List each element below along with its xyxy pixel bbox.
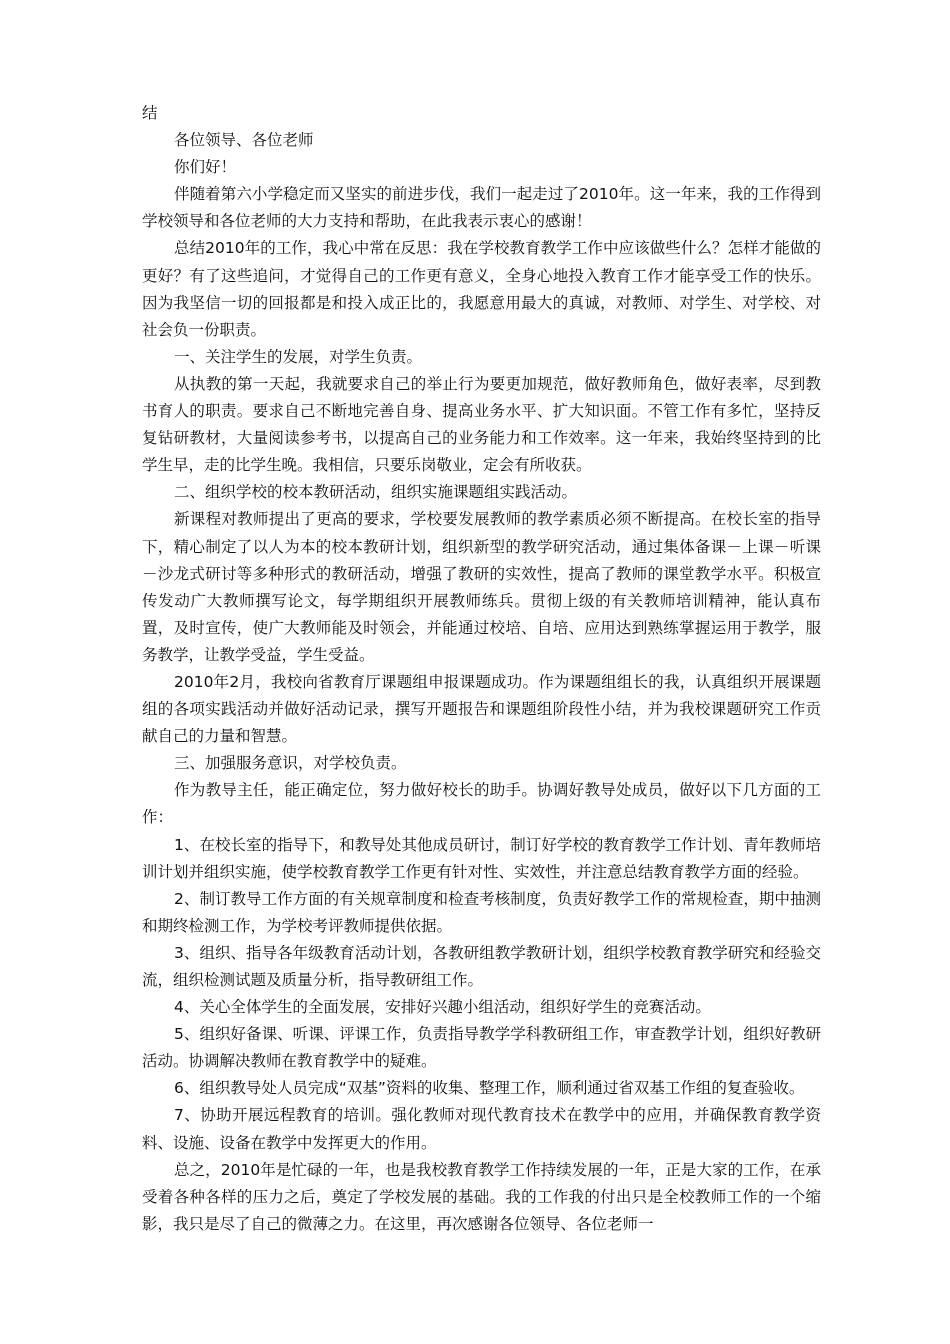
list-item: 1、在校长室的指导下，和教导处其他成员研讨，制订好学校的教育教学工作计划、青年教师培训计划并组织实施，使学校教育教学工作更有针对性、实效性，并注意总结教育教学方面的经验。 [142, 835, 821, 881]
list-item: 5、组织好备课、听课、评课工作，负责指导教学学科教研组工作，审查教学计划，组织好教研活动。协调解决教师在教育教学中的疑难。 [142, 1025, 821, 1071]
paragraph: 从执教的第一天起，我就要求自己的举止行为要更加规范，做好教师角色，做好表率，尽到教书育人的职责。要求自己不断地完善自身、提高业务水平、扩大知识面。不管工作有多忙，坚持反复钻研教材，大量阅读参考书，以提高自己的业务能力和工作效率。这一年来，我始终坚持到的比学生早，走的比学生晚。我相信，只要乐岗敬业，定会有所收获。 [142, 374, 821, 475]
list-item: 4、关心全体学生的全面发展，安排好兴趣小组活动，组织好学生的竞赛活动。 [174, 998, 711, 1017]
paragraph: 新课程对教师提出了更高的要求，学校要发展教师的教学素质必须不断提高。在校长室的指导下，精心制定了以人为本的校本教研计划，组织新型的教学研究活动，通过集体备课－上课－听课－沙龙式研讨等多种形式的教研活动，增强了教研的实效性，提高了教师的课堂教学水平。积极宣传发动广大教师撰写论文，每学期组织开展教师练兵。贯彻上级的有关教师培训精神，能认真布置，及时宣传，使广大教师能及时领会，并能通过校培、自培、应用达到熟练掌握运用于教学，服务教学，让教学受益，学生受益。 [142, 510, 821, 664]
paragraph: 作为教导主任，能正确定位，努力做好校长的助手。协调好教导处成员，做好以下几方面的工作： [142, 781, 821, 827]
heading-fragment: 结 [142, 104, 158, 122]
section-heading: 三、加强服务意识，对学校负责。 [174, 754, 407, 773]
section-heading: 一、关注学生的发展，对学生负责。 [174, 347, 423, 366]
paragraph: 总结2010年的工作，我心中常在反思：我在学校教育教学工作中应该做些什么？怎样才能做的更好？有了这些追问，才觉得自己的工作更有意义，全身心地投入教育工作才能享受工作的快乐。因为我坚信一切的回报都是和投入成正比的，我愿意用最大的真诚，对教师、对学生、对学校、对社会负一份职责。 [142, 239, 821, 339]
greeting: 你们好！ [174, 158, 237, 177]
document-body [142, 100, 821, 1238]
list-item: 3、组织、指导各年级教育活动计划，各教研组教学教研计划，组织学校教育教学研究和经验交流，组织检测试题及质量分析，指导教研组工作。 [142, 943, 821, 989]
section-heading: 二、组织学校的校本教研活动，组织实施课题组实践活动。 [174, 483, 578, 502]
list-item: 2、制订教导工作方面的有关规章制度和检查考核制度，负责好教学工作的常规检查，期中抽测和期终检测工作，为学校考评教师提供依据。 [142, 889, 821, 935]
salutation: 各位领导、各位老师 [174, 131, 314, 150]
paragraph: 总之，2010年是忙碌的一年，也是我校教育教学工作持续发展的一年，正是大家的工作，在承受着各种各样的压力之后，奠定了学校发展的基础。我的工作我的付出只是全校教师工作的一个缩影，我只是尽了自己的微薄之力。在这里，再次感谢各位领导、各位老师一 [142, 1160, 821, 1233]
list-item: 6、组织教导处人员完成“双基”资料的收集、整理工作，顺利通过省双基工作组的复查验收。 [174, 1079, 805, 1098]
list-item: 7、协助开展远程教育的培训。强化教师对现代教育技术在教学中的应用，并确保教育教学资料、设施、设备在教学中发挥更大的作用。 [142, 1106, 821, 1152]
paragraph: 2010年2月，我校向省教育厅课题组申报课题成功。作为课题组组长的我，认真组织开展课题组的各项实践活动并做好活动记录，撰写开题报告和课题组阶段性小结，并为我校课题研究工作贡献自己的力量和智慧。 [142, 672, 821, 746]
paragraph: 伴随着第六小学稳定而又坚实的前进步伐，我们一起走过了2010年。这一年来，我的工作得到学校领导和各位老师的大力支持和帮助，在此我表示衷心的感谢！ [142, 185, 821, 231]
